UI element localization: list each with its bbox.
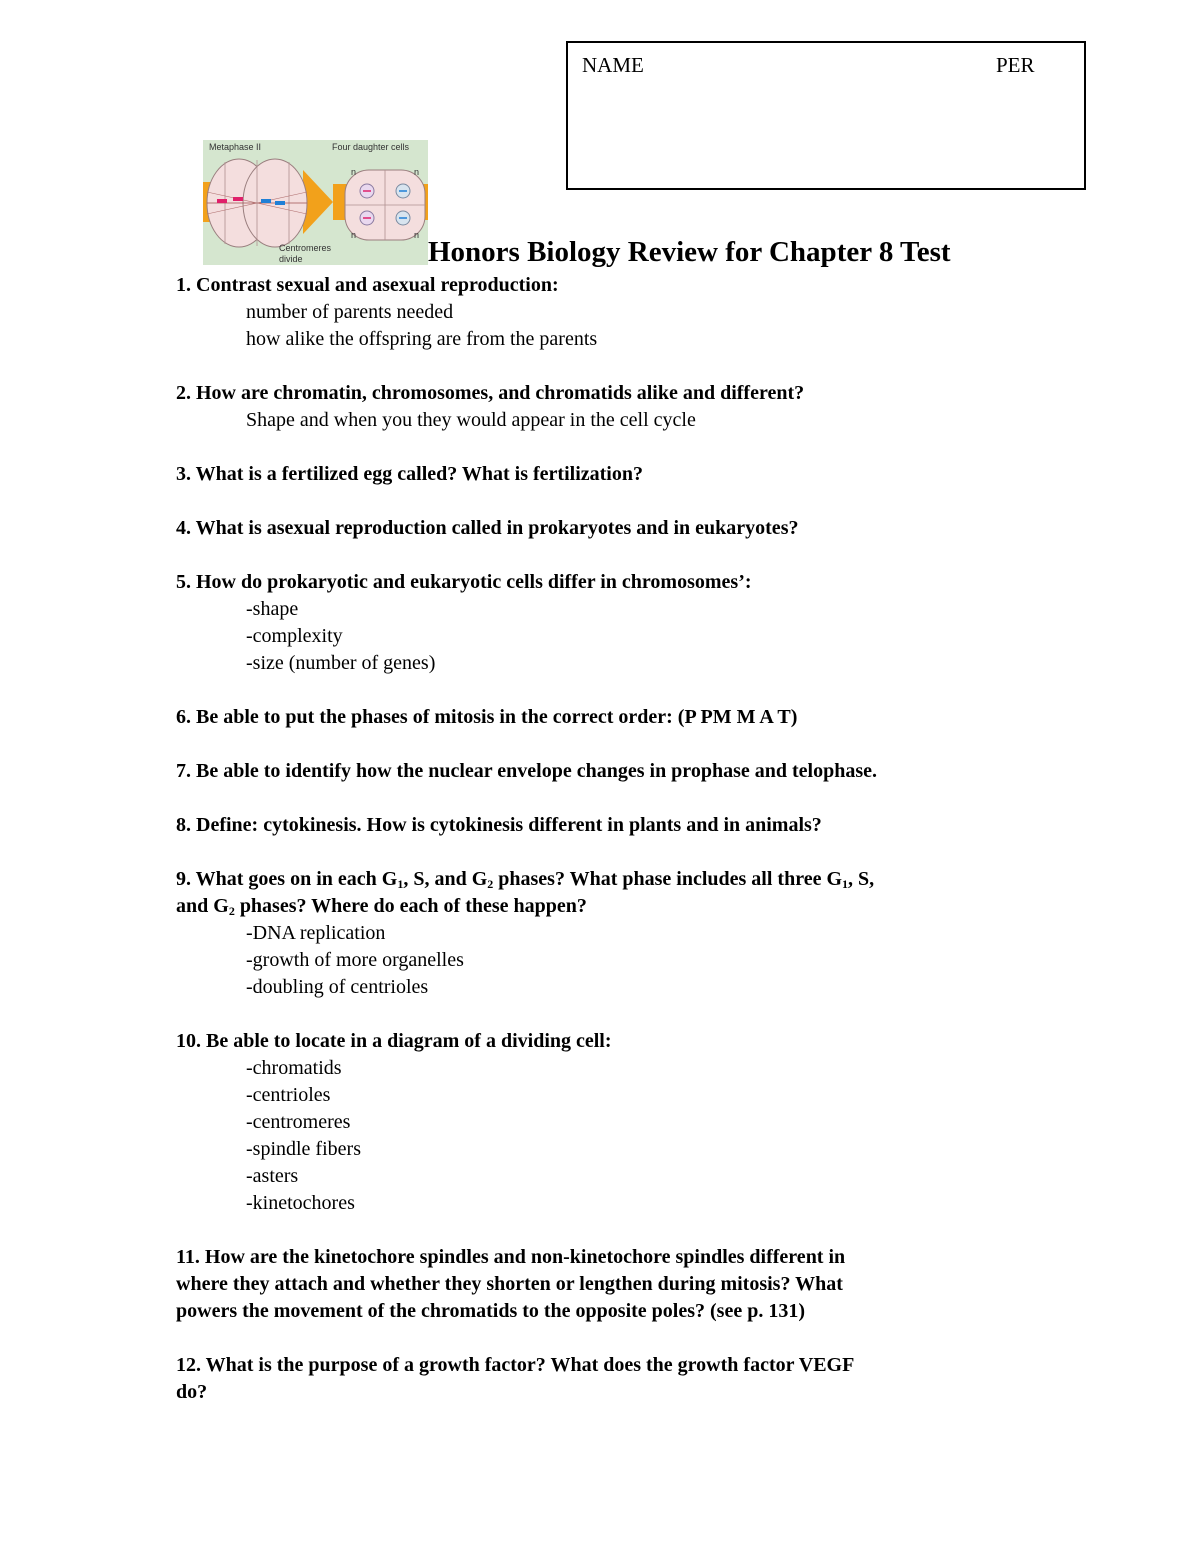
question-9-line-1: 9. What goes on in each $G_1$, S, and $G_2$ phases? What phase includes all three $G_1$, S,	[176, 868, 875, 891]
question-10-item: -asters	[246, 1165, 299, 1187]
period-label: PER	[996, 53, 1035, 77]
figure-n-mark: n	[414, 167, 420, 177]
figure-label-divide: divide	[279, 254, 303, 264]
chromosome-red	[217, 199, 227, 203]
figure-label-metaphase: Metaphase II	[209, 142, 262, 152]
question-10-item: -centrioles	[246, 1084, 331, 1106]
chromosome-blue	[275, 201, 285, 205]
question-11-line: powers the movement of the chromatids to the opposite poles? (see p. 131)	[176, 1300, 806, 1322]
question-10-item: -spindle fibers	[246, 1138, 361, 1160]
question-5-item: -shape	[246, 598, 299, 620]
question-9-item: -growth of more organelles	[246, 949, 464, 971]
figure-label-centromeres: Centromeres	[279, 243, 332, 253]
page-title: Honors Biology Review for Chapter 8 Test	[428, 236, 951, 268]
review-questions	[176, 272, 1056, 1406]
chromosome-blue	[261, 199, 271, 203]
name-period-box	[566, 41, 1086, 190]
question-1: 1. Contrast sexual and asexual reproduction:	[176, 274, 559, 296]
question-3: 3. What is a fertilized egg called? What is fertilization?	[176, 463, 643, 485]
question-7: 7. Be able to identify how the nuclear envelope changes in prophase and telophase.	[176, 760, 877, 782]
question-2: 2. How are chromatin, chromosomes, and chromatids alike and different?	[176, 382, 805, 404]
figure-n-mark: n	[414, 230, 420, 240]
question-6: 6. Be able to put the phases of mitosis in the correct order: (P PM M A T)	[176, 706, 798, 728]
question-10-item: -centromeres	[246, 1111, 351, 1133]
question-5-item: -size (number of genes)	[246, 652, 436, 674]
figure-label-daughter-cells: Four daughter cells	[332, 142, 410, 152]
question-2-item: Shape and when you they would appear in the cell cycle	[246, 409, 696, 431]
question-9-line-2: and $G_2$ phases? Where do each of these happen?	[176, 895, 587, 918]
question-5-item: -complexity	[246, 625, 343, 647]
name-label: NAME	[582, 53, 644, 77]
question-12-line: 12. What is the purpose of a growth factor? What does the growth factor VEGF	[176, 1354, 855, 1376]
figure-n-mark: n	[351, 230, 357, 240]
chromosome-red	[233, 197, 243, 201]
question-11-line: 11. How are the kinetochore spindles and non-kinetochore spindles different in	[176, 1246, 846, 1268]
meiosis-figure	[203, 140, 428, 265]
question-8: 8. Define: cytokinesis. How is cytokinesis different in plants and in animals?	[176, 814, 822, 836]
question-5: 5. How do prokaryotic and eukaryotic cells differ in chromosomes’:	[176, 571, 752, 593]
question-1-item: number of parents needed	[246, 301, 454, 323]
figure-n-mark: n	[351, 167, 357, 177]
question-10-item: -kinetochores	[246, 1192, 355, 1214]
question-9-item: -doubling of centrioles	[246, 976, 429, 998]
question-12-line: do?	[176, 1381, 208, 1403]
question-1-item: how alike the offspring are from the parents	[246, 328, 598, 350]
question-9-item: -DNA replication	[246, 922, 386, 944]
question-4: 4. What is asexual reproduction called in prokaryotes and in eukaryotes?	[176, 517, 799, 539]
question-11-line: where they attach and whether they shorten or lengthen during mitosis? What	[176, 1273, 843, 1295]
question-10-item: -chromatids	[246, 1057, 342, 1079]
question-10: 10. Be able to locate in a diagram of a dividing cell:	[176, 1030, 612, 1052]
